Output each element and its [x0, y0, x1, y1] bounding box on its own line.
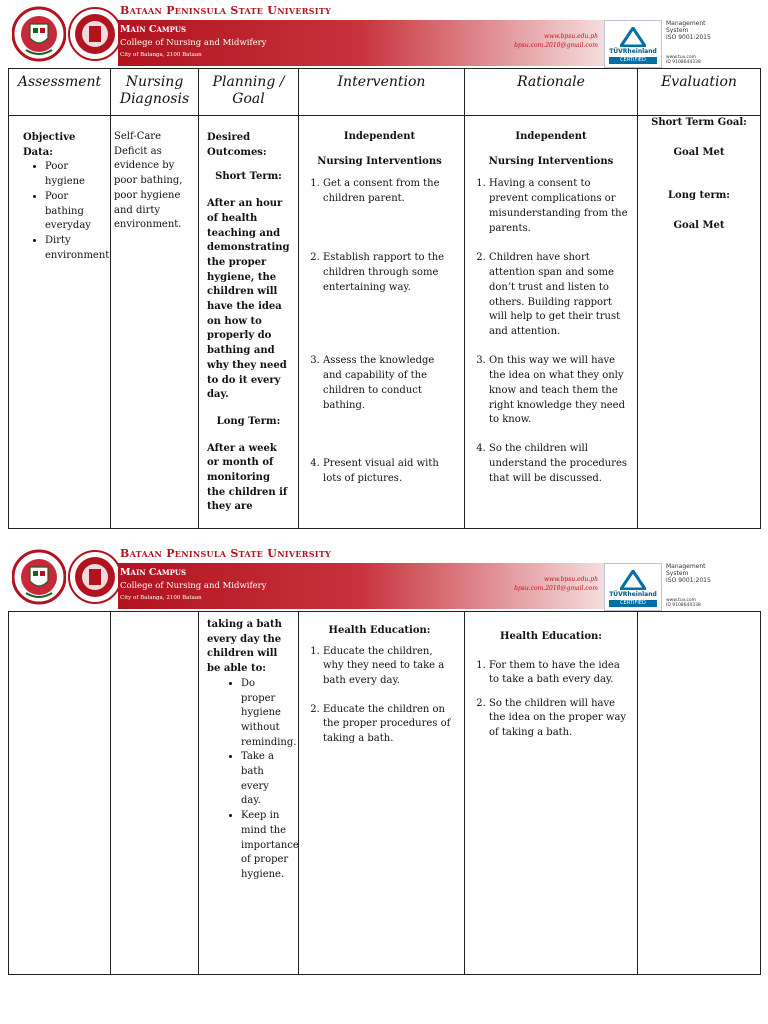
list-item: • Poor hygiene — [45, 160, 106, 189]
objective-data-label: Objective Data: — [23, 132, 76, 158]
list-item: 4. So the children will understand the procedures that will be discussed. — [489, 442, 631, 486]
iso-info — [666, 563, 746, 584]
campus-name: Main Campus — [120, 24, 187, 35]
independent-heading: Independent — [343, 131, 416, 142]
table-row — [9, 116, 761, 529]
list-item: • Keep in mind the importance of proper hygiene. — [241, 809, 290, 883]
list-item: • Do proper hygiene without reminding. — [241, 677, 290, 751]
assessment-cell — [9, 116, 111, 529]
tuv-footer — [666, 55, 701, 65]
long-term-text: After a week or month of monitoring the children if they are — [207, 442, 288, 513]
tuv-web[interactable]: www.tuv.com — [666, 598, 697, 603]
list-item: 1. Get a consent from the children parent. — [323, 177, 454, 251]
care-plan-table-continued — [8, 611, 761, 975]
iso-line: ISO 9001:2015 — [666, 577, 711, 584]
col-diagnosis: Nursing Diagnosis — [111, 69, 199, 116]
rationale-list — [471, 177, 631, 486]
list-item: 2. Educate the children on the proper procedures of taking a bath. — [323, 703, 454, 747]
diagnosis-cell — [111, 612, 199, 975]
contact-block — [488, 575, 598, 593]
evaluation-cell — [638, 116, 761, 529]
contact-block — [488, 32, 598, 50]
iso-line: Management — [666, 20, 706, 27]
page-1 — [8, 0, 760, 513]
short-term-label: Short Term: — [215, 171, 282, 183]
long-term-text-continued: taking a bath every day the children will be able to: — [207, 619, 282, 675]
goal-list — [207, 677, 299, 883]
list-item: 1. Having a consent to prevent complications or misunderstanding from the parents. — [489, 177, 631, 251]
care-plan-table — [8, 68, 761, 529]
col-planning: Planning / Goal — [199, 69, 299, 116]
tuv-badge — [604, 20, 662, 68]
tuv-footer — [666, 598, 701, 608]
independent-heading: Independent — [515, 131, 587, 142]
page-2 — [8, 543, 760, 880]
rationale-cell — [465, 116, 638, 529]
long-term-goal-value: Goal Met — [673, 220, 725, 232]
long-term-goal-label: Long term: — [668, 190, 730, 202]
long-term-label: Long Term: — [216, 415, 281, 427]
tuv-id: ID 9108644338 — [666, 603, 701, 608]
intervention-list — [305, 177, 454, 486]
iso-line: System — [666, 27, 689, 34]
intervention-cell — [299, 612, 465, 975]
iso-line: Management — [666, 563, 706, 570]
college-name: College of Nursing and Midwifery — [120, 38, 267, 48]
tuv-web[interactable]: www.tuv.com — [666, 55, 697, 60]
website-link[interactable]: www.bpsu.edu.ph — [543, 33, 598, 40]
list-item: 4. Present visual aid with lots of pictures. — [323, 457, 454, 486]
university-seal-icon — [12, 4, 66, 64]
college-name: College of Nursing and Midwifery — [120, 581, 267, 591]
list-item: • Take a bath every day. — [241, 750, 290, 809]
tuv-name: TÜVRheinland — [609, 48, 657, 55]
intervention-cell — [299, 116, 465, 529]
nursing-interventions-heading: Nursing Interventions — [488, 155, 614, 167]
assessment-list — [23, 160, 110, 263]
short-term-goal-label: Short Term Goal: — [651, 117, 747, 128]
tuv-name: TÜVRheinland — [609, 591, 657, 598]
table-row — [9, 612, 761, 975]
diagnosis-cell — [111, 116, 199, 529]
col-evaluation: Evaluation — [638, 69, 761, 116]
email-link[interactable]: bpsu.com.2010@gmail.com — [514, 585, 598, 592]
col-rationale: Rationale — [465, 69, 638, 116]
city-address: City of Balanga, 2100 Bataan — [120, 595, 202, 601]
list-item: 3. Assess the knowledge and capability of the children to conduct bathing. — [323, 354, 454, 457]
campus-name: Main Campus — [120, 567, 187, 578]
university-name: Bataan Peninsula State University — [120, 4, 332, 17]
website-link[interactable]: www.bpsu.edu.ph — [543, 576, 598, 583]
tuv-id: ID 9108644338 — [666, 60, 701, 65]
letterhead — [8, 0, 760, 68]
tuv-badge — [604, 563, 662, 611]
university-name: Bataan Peninsula State University — [120, 547, 332, 560]
tuv-triangle-icon — [620, 27, 646, 47]
health-education-heading: Health Education: — [500, 631, 602, 642]
col-intervention: Intervention — [299, 69, 465, 116]
tuv-triangle-icon — [620, 570, 646, 590]
list-item: 3. On this way we will have the idea on what they only know and teach them the right knowledge they need to know. — [489, 354, 631, 442]
health-education-list — [305, 645, 454, 747]
short-term-text: After an hour of health teaching and demonstrating the proper hygiene, the children will have the idea on how to properly do bathing and why they need to do it every day. — [207, 198, 290, 401]
tuv-certified: CERTIFIED — [609, 600, 657, 607]
letterhead — [8, 543, 760, 611]
list-item: 1. For them to have the idea to take a bath every day. — [489, 659, 631, 697]
college-seal-icon — [68, 4, 122, 64]
iso-line: System — [666, 570, 689, 577]
table-header-row — [9, 69, 761, 116]
list-item: 2. Children have short attention span and some don’t trust and listen to others. Building rapport will help to get their trust and attention. — [489, 251, 631, 354]
college-seal-icon — [68, 547, 122, 607]
diagnosis-text: Self-Care Deficit as evidence by poor bathing, poor hygiene and dirty environment. — [114, 131, 183, 231]
planning-cell — [199, 612, 299, 975]
city-address: City of Balanga, 2100 Bataan — [120, 52, 202, 58]
tuv-certified: CERTIFIED — [609, 57, 657, 64]
assessment-cell — [9, 612, 111, 975]
nursing-interventions-heading: Nursing Interventions — [317, 155, 442, 167]
health-education-heading: Health Education: — [328, 625, 431, 636]
short-term-goal-value: Goal Met — [673, 146, 725, 158]
list-item: • Dirty environment — [45, 234, 106, 263]
list-item: 2. So the children will have the idea on the proper way of taking a bath. — [489, 697, 631, 741]
email-link[interactable]: bpsu.com.2010@gmail.com — [514, 42, 598, 49]
col-assessment: Assessment — [9, 69, 111, 116]
rationale-cell — [465, 612, 638, 975]
planning-cell — [199, 116, 299, 529]
health-education-rationale-list — [471, 659, 631, 741]
list-item: 1. Educate the children, why they need to take a bath every day. — [323, 645, 454, 703]
university-seal-icon — [12, 547, 66, 607]
desired-outcomes-heading: Desired Outcomes: — [207, 132, 267, 158]
iso-info — [666, 20, 746, 41]
list-item: 2. Establish rapport to the children through some entertaining way. — [323, 251, 454, 354]
evaluation-cell — [638, 612, 761, 975]
list-item: • Poor bathing everyday — [45, 190, 106, 234]
iso-line: ISO 9001:2015 — [666, 34, 711, 41]
